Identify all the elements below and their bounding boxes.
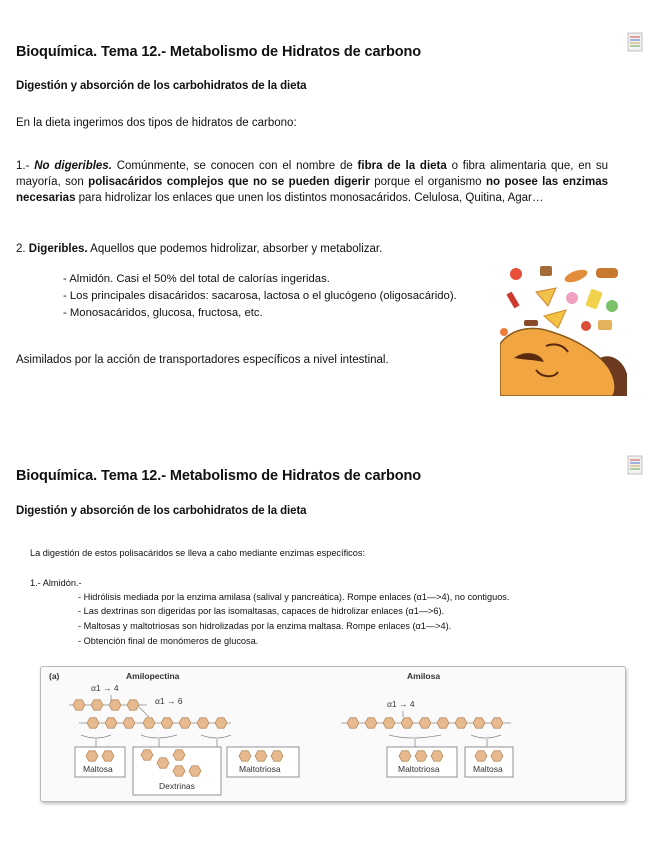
slide2-intro: La digestión de estos polisacáridos se lleva a cabo mediante enzimas específicos: <box>30 548 366 558</box>
starch-digestion-diagram <box>40 666 626 802</box>
slide1-subtitle: Digestión y absorción de los carbohidratos de la dieta <box>16 80 307 92</box>
glucose-hexagon <box>473 718 485 728</box>
glucose-hexagon <box>73 700 85 710</box>
glucose-hexagon <box>109 700 121 710</box>
slide1-title: Bioquímica. Tema 12.- Metabolismo de Hidratos de carbono <box>16 44 422 60</box>
glucose-hexagon <box>419 718 431 728</box>
list-item: - Monosacáridos, glucosa, fructosa, etc. <box>63 307 263 319</box>
glucose-hexagon <box>215 718 227 728</box>
glucose-hexagon <box>347 718 359 728</box>
bond-alpha14-label: α1 → 4 <box>91 683 119 693</box>
glucose-hexagon <box>157 758 169 768</box>
slide2-title: Bioquímica. Tema 12.- Metabolismo de Hidratos de carbono <box>16 468 422 484</box>
slide2-subtitle: Digestión y absorción de los carbohidratos de la dieta <box>16 505 307 517</box>
glucose-hexagon <box>123 718 135 728</box>
glucose-hexagon <box>401 718 413 728</box>
list-item: - Maltosas y maltotriosas son hidrolizadas por la enzima maltasa. Rompe enlaces (α1—>4). <box>78 621 452 631</box>
glucose-hexagon <box>415 751 427 761</box>
glucose-hexagon <box>161 718 173 728</box>
document-stack-icon <box>627 32 643 52</box>
product-maltose-label: Maltosa <box>83 764 113 774</box>
glucose-hexagon <box>86 751 98 761</box>
p2-label: Digeribles. <box>28 243 88 255</box>
list-item: - Almidón. Casi el 50% del total de calorías ingeridas. <box>63 273 330 285</box>
glucose-hexagon <box>143 718 155 728</box>
glucose-hexagon <box>491 751 503 761</box>
list-item: - Hidrólisis mediada por la enzima amilasa (salival y pancreática). Rompe enlaces (α1—>4), no contiguos. <box>78 592 510 602</box>
amylose-title: Amilosa <box>407 671 441 681</box>
glucose-hexagon <box>383 718 395 728</box>
panel-label: (a) <box>49 671 60 681</box>
list-item: - Los principales disacáridos: sacarosa, lactosa o el glucógeno (oligosacárido). <box>63 290 457 302</box>
glucose-hexagon <box>105 718 117 728</box>
glucose-hexagon <box>127 700 139 710</box>
glucose-hexagon <box>475 751 487 761</box>
glucose-hexagon <box>87 718 99 728</box>
glucose-hexagon <box>365 718 377 728</box>
glucose-hexagon <box>197 718 209 728</box>
slide1-closing: Asimilados por la acción de transportadores específicos a nivel intestinal. <box>16 354 389 366</box>
glucose-hexagon <box>271 751 283 761</box>
product-maltotriose-label: Maltotriosa <box>239 764 281 774</box>
product-maltose-label: Maltosa <box>473 764 503 774</box>
glucose-hexagon <box>437 718 449 728</box>
glucose-hexagon <box>431 751 443 761</box>
starch-heading: 1.- Almidón.- <box>30 578 82 588</box>
glucose-hexagon <box>102 751 114 761</box>
amylopectin-title: Amilopectina <box>126 671 180 681</box>
list-item: - Obtención final de monómeros de glucosa. <box>78 636 259 646</box>
product-dextrins-label: Dextrinas <box>159 781 195 791</box>
glucose-hexagon <box>179 718 191 728</box>
glucose-hexagon <box>399 751 411 761</box>
glucose-hexagon <box>173 750 185 760</box>
non-digestible-paragraph: 1.- No digeribles. Comúnmente, se conocen con el nombre de fibra de la dieta o fibra alimentaria que, en su mayoría, son polisacáridos complejos que no se pueden digerir porque el organismo no posee las enzimas necesarias para hidrolizar los enlaces que unen los distintos monosacáridos. Celulosa, Quitina, Agar… <box>16 160 608 204</box>
p1-number: 1.- <box>16 160 35 172</box>
p1-label: No digeribles. <box>34 160 112 172</box>
glucose-hexagon <box>255 751 267 761</box>
bond-alpha14-right-label: α1 → 4 <box>387 699 415 709</box>
glucose-hexagon <box>239 751 251 761</box>
document-stack-icon <box>627 455 643 475</box>
glucose-hexagon <box>189 766 201 776</box>
glucose-hexagon <box>141 750 153 760</box>
product-maltotriose-label: Maltotriosa <box>398 764 440 774</box>
digestible-paragraph: 2. Digeribles. Aquellos que podemos hidrolizar, absorber y metabolizar. <box>16 243 383 255</box>
bond-alpha16-label: α1 → 6 <box>155 696 183 706</box>
glucose-hexagon <box>455 718 467 728</box>
list-item: - Las dextrinas son digeridas por las isomaltasas, capaces de hidrolizar enlaces (α1—>6). <box>78 606 445 616</box>
glucose-hexagon <box>173 766 185 776</box>
glucose-hexagon <box>491 718 503 728</box>
food-eating-illustration <box>500 262 627 396</box>
glucose-hexagon <box>91 700 103 710</box>
slide1-intro: En la dieta ingerimos dos tipos de hidratos de carbono: <box>16 117 297 129</box>
